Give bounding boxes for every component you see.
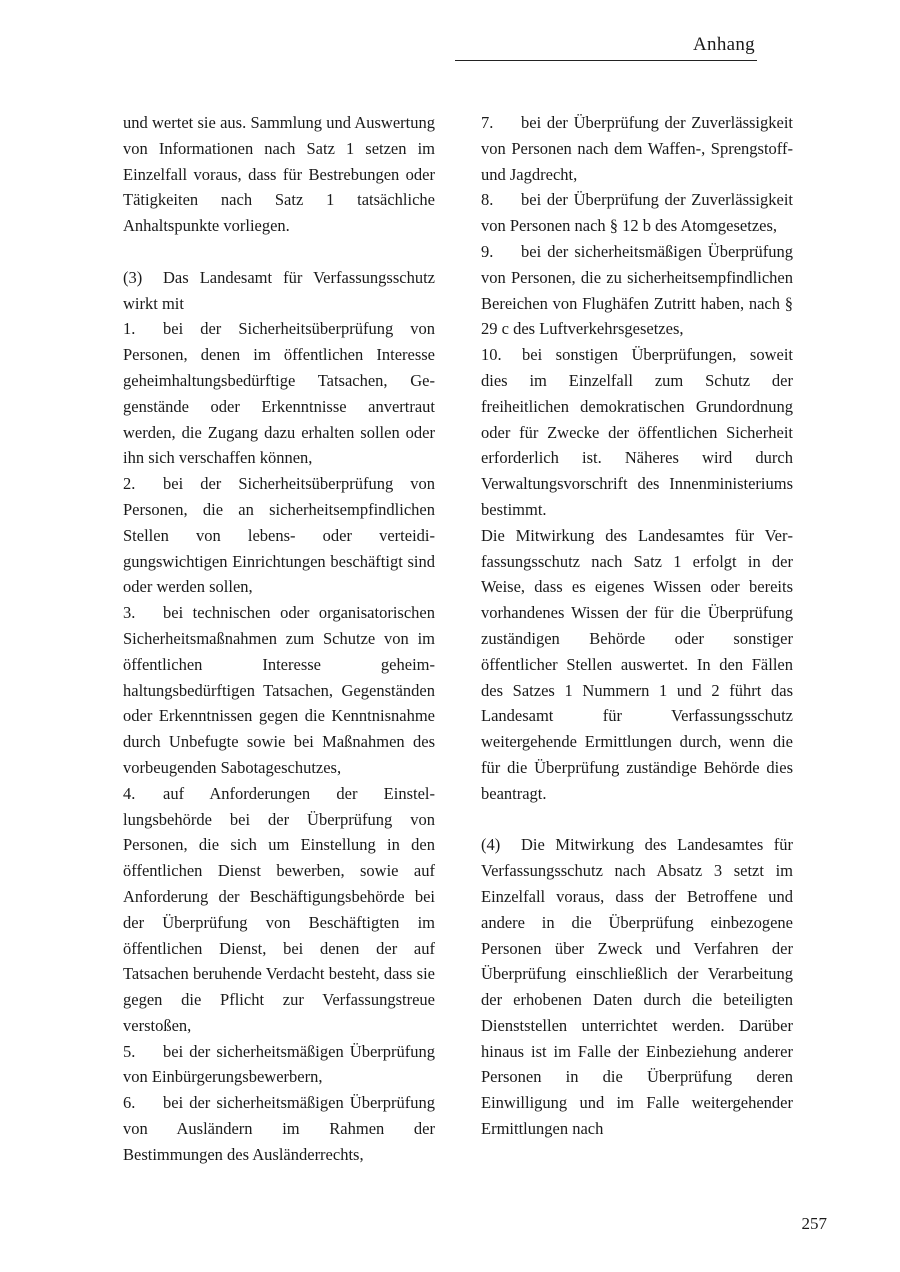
right-column [481,110,793,1142]
item-text: auf Anforderungen der Einstellungsbehörde bei der Überprüfung von Personen, die sich um Einstellung in den öffentlichen Dienst bewerben, sowie auf Anforderung der Beschäftigungsbehörde bei der Überprüfung von Beschäftigten im öffentlichen Dienst, bei denen der auf Tatsachen beruhende Verdacht besteht, dass sie gegen die Pflicht zur Verfassungstreue verstoßen, [123,783,435,1035]
item-number: 3. [123,603,136,623]
item-number: 5. [123,1041,136,1061]
item-text: bei der sicherheitsmäßigen Überprüfung von Personen, die zu sicherheitsempfindlichen Bereichen von Flughäfen Zutritt haben, nach § 29 c des Luftverkehrsgesetzes, [481,241,793,339]
paragraph-gap [481,807,793,833]
header-rule [455,60,757,61]
item-number: 7. [481,113,494,132]
paragraph-number: (3) [123,267,143,287]
item-text: bei der Überprüfung der Zuverlässigkeit von Personen nach dem Waffen-, Sprengstoff- und Jagdrecht, [481,113,793,184]
item-number: 10. [481,345,502,365]
list-item [123,1039,435,1091]
paragraph-gap [123,239,435,265]
item-number: 8. [481,190,494,210]
list-item [123,471,435,600]
list-item [481,342,793,523]
paragraph-3-lead [123,265,435,317]
item-number: 1. [123,319,136,339]
list-item [481,239,793,342]
list-item [123,1090,435,1167]
list-item [481,110,793,187]
item-text: bei der sicherheitsmäßigen Überprüfung von Einbürgerungsbewerbern, [123,1041,435,1087]
list-item [123,781,435,1039]
list-item [123,600,435,781]
item-text: bei technischen oder organisatorischen Sicherheitsmaßnahmen zum Schutze von im öffentlichen Interesse geheimhaltungsbedürftigen Tatsachen, Gegenständen oder Erkenntnissen gegen die Kenntnisnahme durch Unbefugte sowie bei Maßnahmen des vorbeugenden Sabotageschutzes, [123,603,435,777]
item-number: 6. [123,1093,136,1113]
paragraph-number: (4) [481,835,501,855]
item-text: bei der Überprüfung der Zuverlässigkeit von Personen nach § 12 b des Atomgesetzes, [481,190,793,236]
running-header: Anhang [693,34,755,55]
item-text: bei der sicherheitsmäßigen Überprüfung von Ausländern im Rahmen der Bestimmungen des Ausländerrechts, [123,1093,435,1164]
page-number: 257 [801,1214,827,1233]
paragraph-4-text: Die Mitwirkung des Landesamtes für Verfassungsschutz nach Absatz 3 setzt im Einzelfall voraus, dass der Betroffene und andere in die Überprüfung einbezogene Personen über Zweck und Verfahren der Überprüfung einschließlich der Verarbeitung der erhobenen Daten durch die beteiligten Dienststellen unterrichtet werden. Darüber hinaus ist im Falle der Einbeziehung anderer Personen in die Überprüfung deren Einwilligung und im Falle weitergehender Ermittlungen nach [481,835,793,1139]
paragraph-3-text: Das Landesamt für Verfassungsschutz wirkt mit [123,267,435,313]
item-number: 2. [123,474,136,494]
paragraph-4 [481,832,793,1142]
item-text: bei sonstigen Überprüfungen, soweit dies im Einzelfall zum Schutz der freiheitlichen demokratischen Grundordnung oder für Zwecke der öffentlichen Sicherheit erforderlich ist. Näheres wird durch Verwaltungsvorschrift des Innenministeriums bestimmt. [481,345,793,519]
mitwirkung-paragraph: Die Mitwirkung des Landesamtes für Verfassungsschutz nach Satz 1 erfolgt in der Weise, dass es eigenes Wissen oder bereits vorhandenes Wissen der für die Überprüfung zuständigen Behörde oder sonstiger öffentlicher Stellen auswertet. In den Fällen des Satzes 1 Nummern 1 und 2 führt das Landesamt für Verfassungsschutz weitergehende Ermittlungen durch, wenn die für die Überprüfung zuständige Behörde dies beantragt. [481,525,793,803]
intro-paragraph: und wertet sie aus. Sammlung und Auswertung von Informationen nach Satz 1 setzen im Einzelfall voraus, dass für Bestrebungen oder Tätigkeiten nach Satz 1 tatsächliche Anhaltspunkte vorliegen. [123,113,435,236]
item-text: bei der Sicherheitsüberprüfung von Personen, die an sicherheitsempfindlichen Stellen von lebens- oder verteidigungswichtigen Einrichtungen beschäftigt sind oder werden sollen, [123,474,435,597]
item-number: 4. [123,783,136,803]
left-column [123,110,435,1168]
item-text: bei der Sicherheitsüberprüfung von Personen, denen im öffentlichen Interesse geheimhaltungsbedürftige Tatsachen, Gegenstände oder Erkenntnisse anvertraut werden, die Zugang dazu erhalten sollen oder ihn sich verschaffen können, [123,319,435,468]
list-item [123,316,435,471]
list-item [481,187,793,239]
item-number: 9. [481,241,494,261]
